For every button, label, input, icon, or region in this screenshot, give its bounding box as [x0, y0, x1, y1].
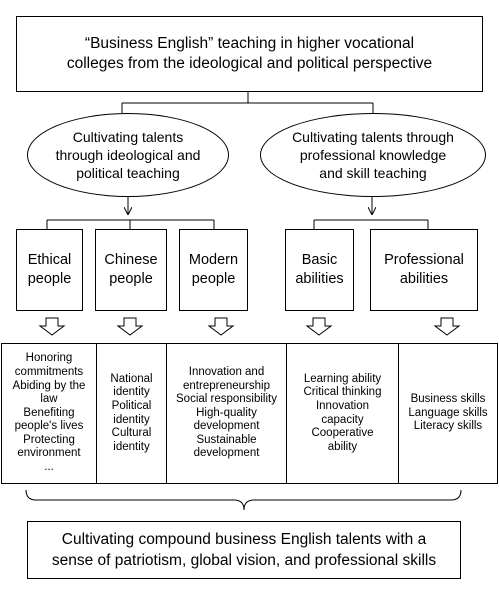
- right-branch-text: Cultivating talents through professional knowledge and skill teaching: [292, 129, 454, 181]
- left-branch-text: Cultivating talents through ideological and political teaching: [55, 129, 201, 181]
- left-branch-ellipse: [27, 113, 229, 197]
- detail-text: Business skills Language skills Literacy skills: [408, 393, 488, 433]
- title-text: “Business English” teaching in higher vocational colleges from the ideological and political perspective: [66, 35, 433, 72]
- detail-text: National identity Political identity Cultural identity: [110, 372, 153, 453]
- detail-text: Learning ability Critical thinking Innovation capacity Cooperative ability: [303, 372, 382, 453]
- category-label: Modern people: [188, 252, 239, 287]
- category-label: Professional abilities: [384, 252, 464, 287]
- goal-text: Cultivating compound business English talents with a sense of patriotism, global vision, and professional skills: [51, 531, 437, 569]
- category-label: Basic abilities: [295, 252, 344, 287]
- down-arrow-professional: [435, 318, 459, 335]
- detail-chinese: [96, 343, 167, 484]
- detail-text: Innovation and entrepreneurship Social responsibility High-quality development Sustainable development: [176, 365, 277, 460]
- down-arrow-modern: [209, 318, 233, 335]
- category-basic-abilities: [285, 229, 354, 311]
- category-professional-abilities: [370, 229, 478, 311]
- bottom-brace: [26, 490, 461, 510]
- category-chinese-people: [95, 229, 167, 311]
- down-arrow-chinese: [118, 318, 142, 335]
- detail-professional: [398, 343, 498, 484]
- category-ethical-people: [16, 229, 83, 311]
- detail-modern: [166, 343, 287, 484]
- goal-box: [27, 521, 461, 579]
- right-branch-ellipse: [260, 113, 486, 197]
- category-label: Chinese people: [104, 252, 158, 287]
- down-arrow-basic: [307, 318, 331, 335]
- title-box: [16, 16, 483, 92]
- detail-ethical: [1, 343, 97, 484]
- down-arrow-ethical: [40, 318, 64, 335]
- detail-basic: [286, 343, 399, 484]
- detail-text: Honoring commitments Abiding by the law Benefiting people's lives Protecting environment ...: [12, 352, 86, 474]
- category-label: Ethical people: [27, 252, 72, 287]
- category-modern-people: [179, 229, 248, 311]
